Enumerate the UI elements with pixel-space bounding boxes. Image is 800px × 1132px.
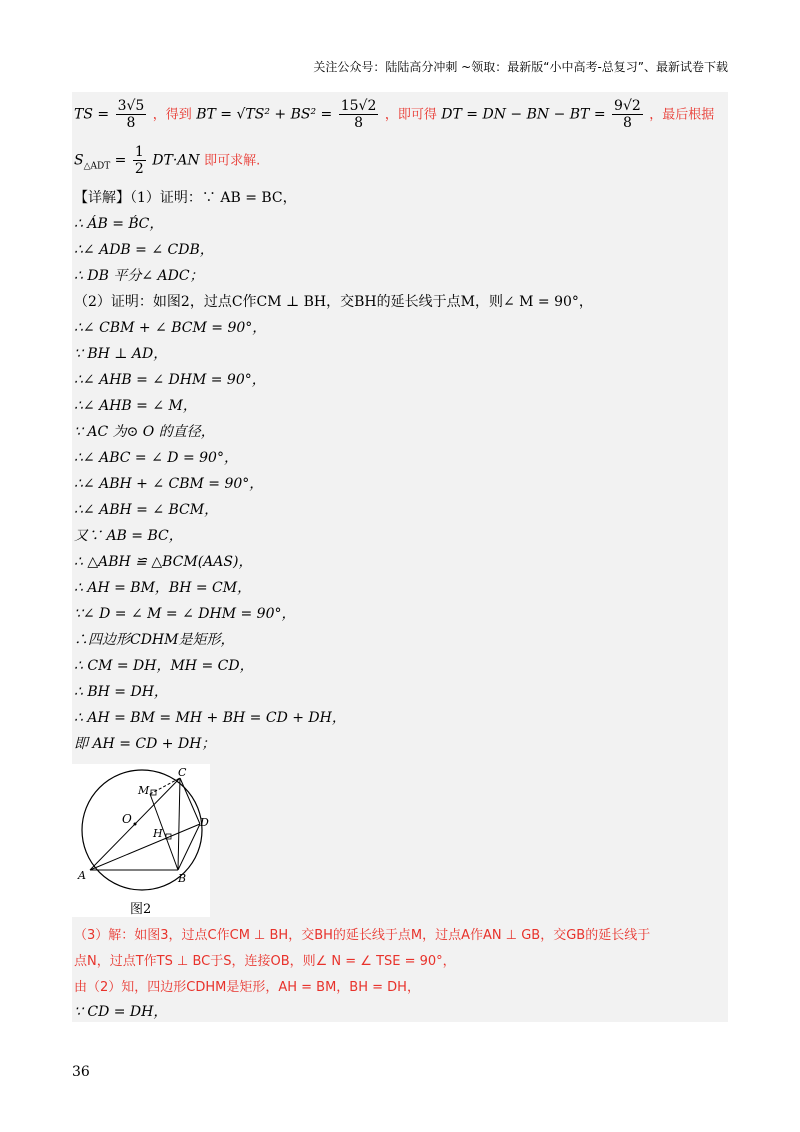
dt-expr: DT = DN − BN − BT = xyxy=(441,106,606,123)
bt-fraction: $\frac{15√2}{8}$ xyxy=(340,98,377,131)
proof-line: ∴∠ AHB = ∠ DHM = 90°， xyxy=(74,372,266,388)
ts-fraction: $\frac{3√5}{8}$ xyxy=(117,98,145,131)
page-number: 36 xyxy=(72,1064,90,1080)
label-m: M xyxy=(138,784,150,797)
proof-line: ∴ DB 平分∠ ADC； xyxy=(74,268,204,284)
ts-lhs: TS = xyxy=(74,106,110,123)
proof-line: ∴∠ ABC = ∠ D = 90°， xyxy=(74,450,238,466)
solution-content xyxy=(72,92,728,1022)
detail-line-1: 【详解】（1）证明：∵ AB = BC， xyxy=(74,190,297,206)
proof-line: ∴ AH = BM，BH = CM， xyxy=(74,580,252,596)
part3-line-3: 由（2）知，四边形CDHM是矩形，AH = BM，BH = DH， xyxy=(74,980,420,995)
proof-line: ∴∠ ABH = ∠ BCM， xyxy=(74,502,219,518)
proof-line: ∴四边形CDHM是矩形， xyxy=(74,632,235,648)
label-d: D xyxy=(200,816,209,829)
label-h: H xyxy=(153,827,163,840)
proof-line: ∴∠ ADB = ∠ CDB， xyxy=(74,242,214,258)
proof-line: 又∵ AB = BC， xyxy=(74,528,183,544)
proof-line: ∴ △ABH ≌ △BCM(AAS)， xyxy=(74,554,253,570)
bt-expr: BT = √TS² + BS² = xyxy=(196,106,333,123)
formula-line-area: $S_{\triangle ADT}$ = $\frac{1}{2}$ DT·AN 即可求解. xyxy=(74,144,261,177)
dt-fraction: $\frac{9√2}{8}$ xyxy=(614,98,641,131)
proof-line-part2: （2）证明：如图2，过点C作CM ⊥ BH，交BH的延长线于点M，则∠ M = 90°， xyxy=(74,294,593,310)
proof-line: ∴∠ CBM + ∠ BCM = 90°， xyxy=(74,320,267,336)
proof-line: ∴ ÁB = B́C， xyxy=(74,216,164,232)
proof-line: ∵ AC 为⊙ O 的直径， xyxy=(74,424,215,440)
part3-line-2: 点N，过点T作TS ⊥ BC于S，连接OB，则∠ N = ∠ TSE = 90°， xyxy=(74,954,456,969)
proof-line: ∴ AH = BM = MH + BH = CD + DH， xyxy=(74,710,346,726)
part3-line-4: ∵ CD = DH， xyxy=(74,1004,168,1020)
label-c: C xyxy=(178,766,187,779)
proof-line: ∵∠ D = ∠ M = ∠ DHM = 90°， xyxy=(74,606,296,622)
geometry-figure-2 xyxy=(72,764,210,917)
proof-line: ∵ BH ⊥ AD， xyxy=(74,346,168,362)
formula-line-ts: TS = $\frac{3√5}{8}$ ，得到 BT = √TS² + BS² = $\frac{15√2}{8}$ ，即可得 DT = DN − BN − BT = $\frac{9√2}{8}$ ，最后根据 xyxy=(74,98,715,131)
label-b: B xyxy=(178,872,187,885)
proof-line: ∴∠ ABH + ∠ CBM = 90°， xyxy=(74,476,264,492)
label-a: A xyxy=(78,869,86,882)
part3-line-1: （3）解：如图3，过点C作CM ⊥ BH，交BH的延长线于点M，过点A作AN ⊥ GB，交GB的延长线于 xyxy=(74,928,651,943)
proof-line: ∴ BH = DH， xyxy=(74,684,168,700)
page-header: 关注公众号：陆陆高分冲刺 ~领取：最新版“小中高考-总复习”、最新试卷下载 xyxy=(313,60,728,74)
proof-line: ∴ CM = DH，MH = CD， xyxy=(74,658,254,674)
half-fraction: $\frac{1}{2}$ xyxy=(134,144,144,177)
proof-line: ∴∠ AHB = ∠ M， xyxy=(74,398,197,414)
figure-caption: 图2 xyxy=(130,902,152,917)
proof-line: 即 AH = CD + DH； xyxy=(74,736,216,752)
label-o: O xyxy=(122,812,132,826)
